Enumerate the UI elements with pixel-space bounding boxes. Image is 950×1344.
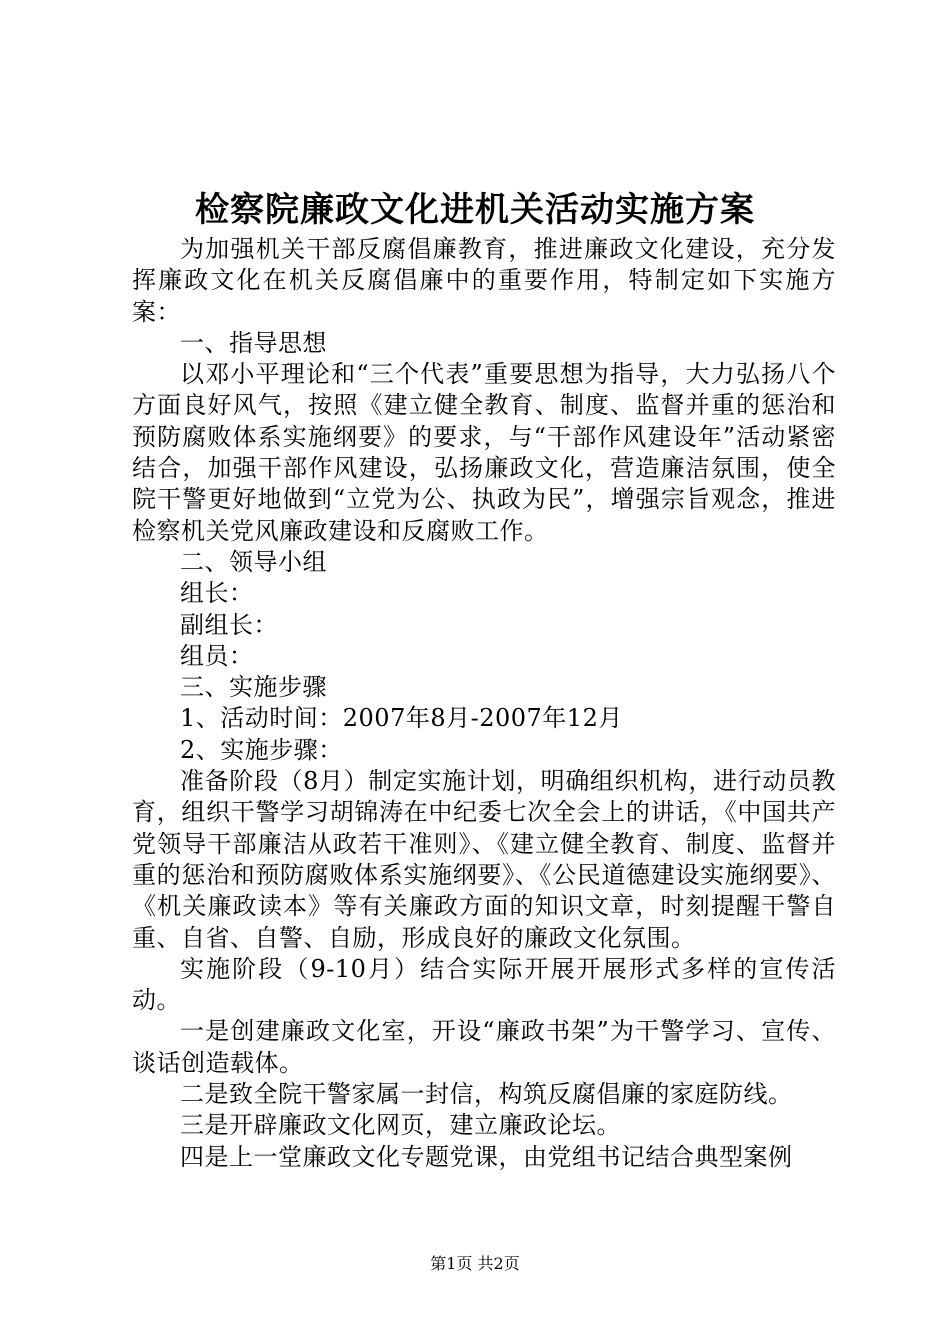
line-steps-heading: 2、实施步骤： (180, 735, 343, 764)
section-heading-leading-group: 二、领导小组 (180, 547, 327, 576)
document-body (132, 234, 836, 1173)
paragraph-item-one: 一是创建廉政文化室，开设“廉政书架”为干警学习、宣传、谈话创造载体。 (132, 1017, 836, 1077)
section-heading-guiding-ideology: 一、指导思想 (180, 328, 327, 357)
paragraph-item-four: 四是上一堂廉政文化专题党课，由党组书记结合典型案例 (180, 1142, 793, 1171)
paragraph-implementation-stage: 实施阶段（9-10月）结合实际开展开展形式多样的宣传活动。 (132, 954, 836, 1015)
paragraph-item-three: 三是开辟廉政文化网页，建立廉政论坛。 (180, 1111, 621, 1140)
line-group-leader: 组长： (180, 579, 254, 608)
document-title: 检察院廉政文化进机关活动实施方案 (195, 190, 755, 230)
section-heading-implementation-steps: 三、实施步骤 (180, 673, 327, 702)
line-deputy-leader: 副组长： (180, 610, 278, 639)
page-footer: 第1页 共2页 (430, 1254, 520, 1273)
line-members: 组员： (180, 641, 254, 670)
line-activity-time: 1、活动时间：2007年8月-2007年12月 (180, 704, 623, 733)
paragraph-guiding-ideology: 以邓小平理论和“三个代表”重要思想为指导，大力弘扬八个方面良好风气，按照《建立健全教育、制度、监督并重的惩治和预防腐败体系实施纲要》的要求，与“干部作风建设年”活动紧密结合，加强干部作风建设，弘扬廉政文化，营造廉洁氛围，使全院干警更好地做到“立党为公、执政为民”，增强宗旨观念，推进检察机关党风廉政建设和反腐败工作。 (132, 360, 836, 545)
paragraph-intro: 为加强机关干部反腐倡廉教育，推进廉政文化建设，充分发挥廉政文化在机关反腐倡廉中的重要作用，特制定如下实施方案： (132, 235, 836, 326)
paragraph-item-two: 二是致全院干警家属一封信，构筑反腐倡廉的家庭防线。 (180, 1080, 793, 1109)
paragraph-preparation-stage: 准备阶段（8月）制定实施计划，明确组织机构，进行动员教育，组织干警学习胡锦涛在中纪委七次全会上的讲话，《中国共产党领导干部廉洁从政若干准则》、《建立健全教育、制度、监督并重的惩治和预防腐败体系实施纲要》、《公民道德建设实施纲要》、《机关廉政读本》等有关廉政方面的知识文章，时刻提醒干警自重、自省、自警、自励，形成良好的廉政文化氛围。 (132, 767, 836, 952)
